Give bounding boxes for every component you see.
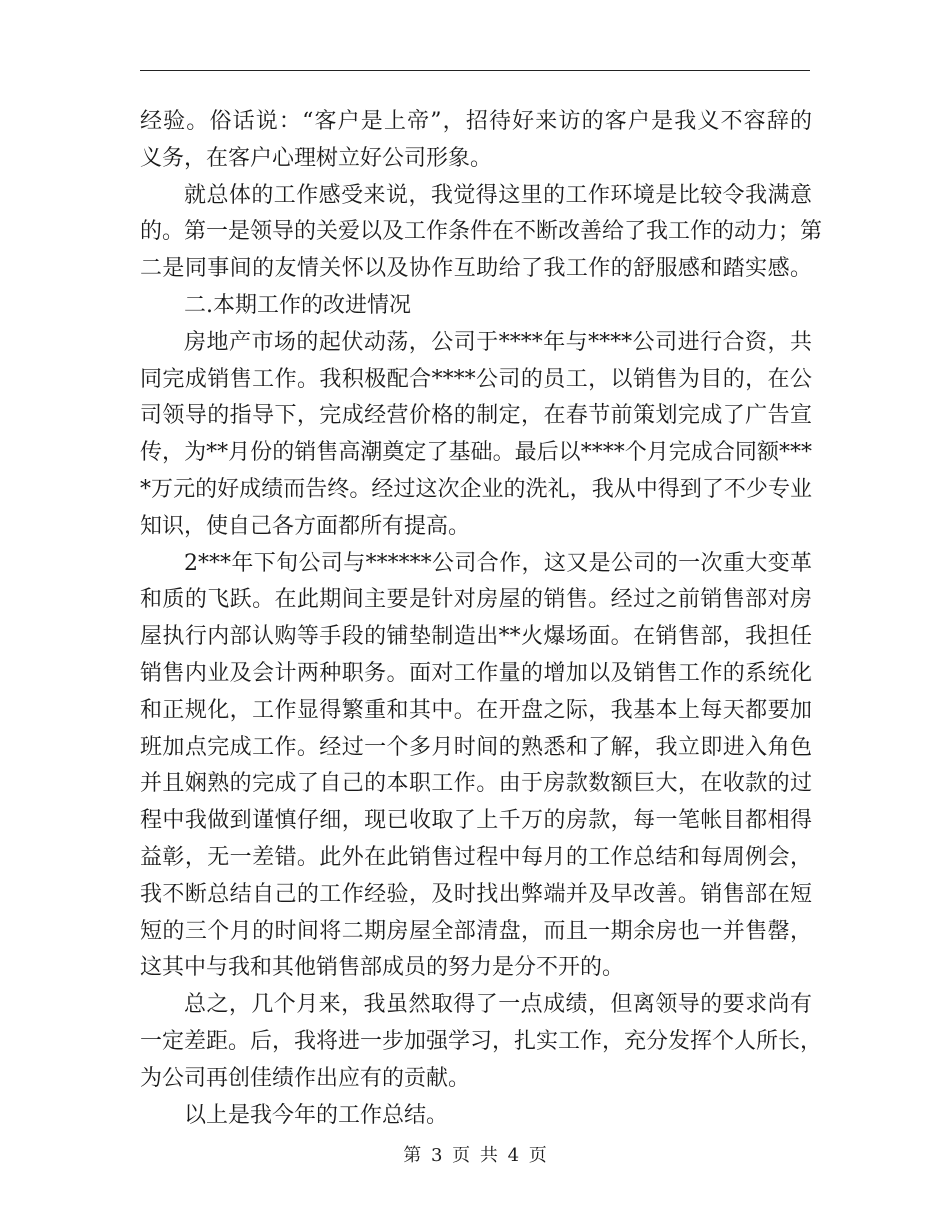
- text-line: 就总体的工作感受来说，我觉得这里的工作环境是比较令我满意: [184, 182, 812, 208]
- text-line: 这其中与我和其他销售部成员的努力是分不开的。: [140, 955, 625, 981]
- text-line: 总之，几个月来，我虽然取得了一点成绩，但离领导的要求尚有: [184, 992, 812, 1018]
- text-line: 义务，在客户心理树立好公司形象。: [140, 145, 493, 171]
- text-line: 司领导的指导下，完成经营价格的制定，在春节前策划完成了广告宣: [140, 403, 812, 429]
- text-line: 销售内业及会计两种职务。面对工作量的增加以及销售工作的系统化: [140, 660, 812, 686]
- text-line: 为公司再创佳绩作出应有的贡献。: [140, 1065, 471, 1091]
- text-line: 经验。俗话说：“客户是上帝”，招待好来访的客户是我义不容辞的: [140, 109, 812, 134]
- text-line: 益彰，无一差错。此外在此销售过程中每月的工作总结和每周例会，: [140, 844, 812, 870]
- text-line: 二.本期工作的改进情况: [184, 292, 411, 318]
- text-line: 一定差距。后，我将进一步加强学习，扎实工作，充分发挥个人所长，: [140, 1028, 823, 1054]
- text-line: 传，为**月份的销售高潮奠定了基础。最后以****个月完成合同额***: [140, 440, 812, 466]
- text-line: 并且娴熟的完成了自己的本职工作。由于房款数额巨大，在收款的过: [140, 771, 812, 797]
- text-line: 以上是我今年的工作总结。: [184, 1102, 449, 1128]
- text-line: 的。第一是领导的关爱以及工作条件在不断改善给了我工作的动力；第: [140, 219, 823, 245]
- text-line: 短的三个月的时间将二期房屋全部清盘，而且一期余房也一并售罄，: [140, 918, 812, 944]
- text-line: *万元的好成绩而告终。经过这次企业的洗礼，我从中得到了不少专业: [140, 476, 812, 502]
- text-line: 知识，使自己各方面都所有提高。: [140, 513, 471, 539]
- header-rule: [140, 70, 810, 71]
- text-line: 同完成销售工作。我积极配合****公司的员工，以销售为目的，在公: [140, 366, 812, 392]
- text-line: 屋执行内部认购等手段的铺垫制造出**火爆场面。在销售部，我担任: [140, 624, 812, 650]
- text-line: 和质的飞跃。在此期间主要是针对房屋的销售。经过之前销售部对房: [140, 587, 812, 613]
- text-line: 房地产市场的起伏动荡，公司于****年与****公司进行合资，共: [184, 329, 812, 355]
- page-number-footer: 第 3 页 共 4 页: [403, 1145, 547, 1166]
- text-line: 我不断总结自己的工作经验，及时找出弊端并及早改善。销售部在短: [140, 881, 812, 907]
- text-line: 二是同事间的友情关怀以及协作互助给了我工作的舒服感和踏实感。: [140, 256, 812, 282]
- text-line: 2***年下旬公司与******公司合作，这又是公司的一次重大变革: [184, 550, 812, 576]
- text-line: 和正规化，工作显得繁重和其中。在开盘之际，我基本上每天都要加: [140, 697, 812, 723]
- text-line: 程中我做到谨慎仔细，现已收取了上千万的房款，每一笔帐目都相得: [140, 808, 812, 834]
- document-body: [140, 104, 823, 1134]
- text-line: 班加点完成工作。经过一个多月时间的熟悉和了解，我立即进入角色: [140, 734, 812, 760]
